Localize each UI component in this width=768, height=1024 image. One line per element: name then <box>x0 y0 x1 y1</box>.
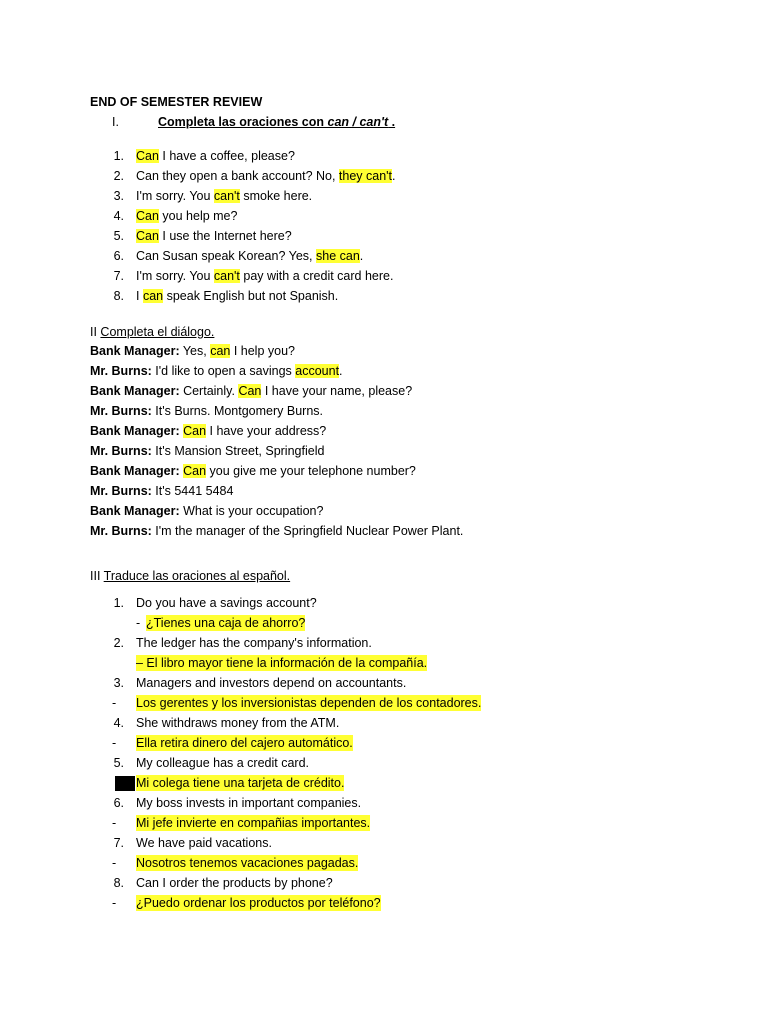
english-sentence: My colleague has a credit card. <box>136 756 310 770</box>
dialogue-line <box>90 343 295 359</box>
item-text-before: Can Susan speak Korean? Yes, <box>136 249 316 263</box>
highlighted-answer: can <box>210 344 231 358</box>
dialogue-line <box>90 503 323 519</box>
highlighted-answer: can't <box>213 269 240 283</box>
dialogue-line <box>90 403 323 419</box>
item-text-after: you help me? <box>158 209 238 223</box>
answer-dash: - <box>112 856 117 870</box>
dialogue-text-after: I have your name, please? <box>261 384 413 398</box>
item-text-before: I'm sorry. You <box>136 189 214 203</box>
item-text <box>136 148 295 164</box>
highlighted-answer: Can <box>183 424 207 438</box>
speaker-name: Bank Manager: <box>90 424 180 438</box>
item-number: 6. <box>113 249 124 263</box>
dialogue-line <box>90 423 326 439</box>
dialogue-line <box>90 523 463 539</box>
answer-dash: - <box>136 616 141 630</box>
item-text-after: I have a coffee, please? <box>158 149 295 163</box>
item-number: 6. <box>113 796 124 810</box>
item-text-after: pay with a credit card here. <box>239 269 394 283</box>
dialogue-text-before: Yes, <box>179 344 211 358</box>
item-number: 7. <box>113 269 124 283</box>
dialogue-text-before: It's Mansion Street, Springfield <box>151 444 325 458</box>
highlighted-answer: Can <box>183 464 207 478</box>
item-number: 8. <box>113 289 124 303</box>
item-number: 5. <box>113 756 124 770</box>
item-number: 3. <box>113 676 124 690</box>
redaction-block <box>115 776 135 791</box>
item-number: 3. <box>113 189 124 203</box>
dialogue-text-before: What is your occupation? <box>179 504 324 518</box>
item-number: 8. <box>113 876 124 890</box>
highlighted-answer: Can <box>136 209 159 223</box>
english-sentence: My boss invests in important companies. <box>136 796 362 810</box>
item-text <box>136 248 363 264</box>
english-sentence: The ledger has the company's information. <box>136 636 372 650</box>
item-text-after: speak English but not Spanish. <box>163 289 339 303</box>
item-text-before: Can they open a bank account? No, <box>136 169 339 183</box>
dialogue-line <box>90 463 416 479</box>
highlighted-answer: they can't <box>338 169 393 183</box>
item-text-after: I use the Internet here? <box>158 229 292 243</box>
dialogue-text-before: I'm the manager of the Springfield Nuclear Power Plant. <box>151 524 464 538</box>
highlighted-answer: account <box>295 364 340 378</box>
highlighted-answer: Can <box>136 229 159 243</box>
highlighted-answer: Can <box>136 149 159 163</box>
answer-dash: - <box>112 816 117 830</box>
dialogue-text-before: I'd like to open a savings <box>151 364 296 378</box>
english-sentence: Managers and investors depend on accountants. <box>136 676 407 690</box>
spanish-translation: Nosotros tenemos vacaciones pagadas. <box>136 856 359 870</box>
dialogue-line <box>90 363 343 379</box>
item-text <box>136 268 393 284</box>
dialogue-text-after: you give me your telephone number? <box>206 464 416 478</box>
english-sentence: Can I order the products by phone? <box>136 876 333 890</box>
dialogue-text-before: It's Burns. Montgomery Burns. <box>151 404 324 418</box>
speaker-name: Bank Manager: <box>90 344 180 358</box>
item-text-after: . <box>359 249 364 263</box>
section3-heading: III Traduce las oraciones al español. <box>90 569 291 583</box>
spanish-translation: Los gerentes y los inversionistas dependen de los contadores. <box>136 696 482 710</box>
item-number: 4. <box>113 716 124 730</box>
speaker-name: Mr. Burns: <box>90 524 152 538</box>
item-text-before: I'm sorry. You <box>136 269 214 283</box>
speaker-name: Mr. Burns: <box>90 404 152 418</box>
dialogue-text-after: . <box>339 364 343 378</box>
item-number: 2. <box>113 169 124 183</box>
highlighted-answer: she can <box>316 249 360 263</box>
item-number: 4. <box>113 209 124 223</box>
speaker-name: Bank Manager: <box>90 384 180 398</box>
spanish-translation: Ella retira dinero del cajero automático. <box>136 736 353 750</box>
spanish-translation: ¿Puedo ordenar los productos por teléfono? <box>136 896 381 910</box>
section1-numeral: I. <box>112 115 119 129</box>
item-number: 1. <box>113 149 124 163</box>
item-text-before: I <box>136 289 143 303</box>
english-sentence: We have paid vacations. <box>136 836 272 850</box>
answer-dash: - <box>112 896 117 910</box>
dialogue-text-after: I have your address? <box>206 424 327 438</box>
item-text <box>136 288 338 304</box>
highlighted-answer: Can <box>238 384 262 398</box>
item-number: 7. <box>113 836 124 850</box>
speaker-name: Mr. Burns: <box>90 444 152 458</box>
item-text-after: . <box>392 169 396 183</box>
item-number: 5. <box>113 229 124 243</box>
item-text <box>136 168 396 184</box>
speaker-name: Mr. Burns: <box>90 484 152 498</box>
answer-dash: - <box>112 696 117 710</box>
speaker-name: Bank Manager: <box>90 464 180 478</box>
english-sentence: She withdraws money from the ATM. <box>136 716 340 730</box>
item-text <box>136 228 292 244</box>
dialogue-text-before: It's 5441 5484 <box>151 484 234 498</box>
item-number: 2. <box>113 636 124 650</box>
item-text <box>136 188 312 204</box>
spanish-translation: Mi colega tiene una tarjeta de crédito. <box>136 776 345 790</box>
spanish-translation: – El libro mayor tiene la información de la compañía. <box>136 656 428 670</box>
speaker-name: Mr. Burns: <box>90 364 152 378</box>
item-text <box>136 208 237 224</box>
dialogue-text-after: I help you? <box>230 344 295 358</box>
section1-instruction: Completa las oraciones con can / can't . <box>158 115 396 129</box>
section2-heading: II Completa el diálogo. <box>90 325 215 339</box>
dialogue-line <box>90 483 233 499</box>
answer-dash: - <box>112 736 117 750</box>
highlighted-answer: can <box>142 289 164 303</box>
dialogue-line <box>90 443 324 459</box>
page-title: END OF SEMESTER REVIEW <box>90 95 263 109</box>
spanish-translation: ¿Tienes una caja de ahorro? <box>146 616 306 630</box>
speaker-name: Bank Manager: <box>90 504 180 518</box>
item-number: 1. <box>113 596 124 610</box>
english-sentence: Do you have a savings account? <box>136 596 317 610</box>
dialogue-text-before: Certainly. <box>179 384 239 398</box>
spanish-translation: Mi jefe invierte en compañias importantes. <box>136 816 371 830</box>
highlighted-answer: can't <box>213 189 240 203</box>
dialogue-line <box>90 383 412 399</box>
item-text-after: smoke here. <box>239 189 313 203</box>
